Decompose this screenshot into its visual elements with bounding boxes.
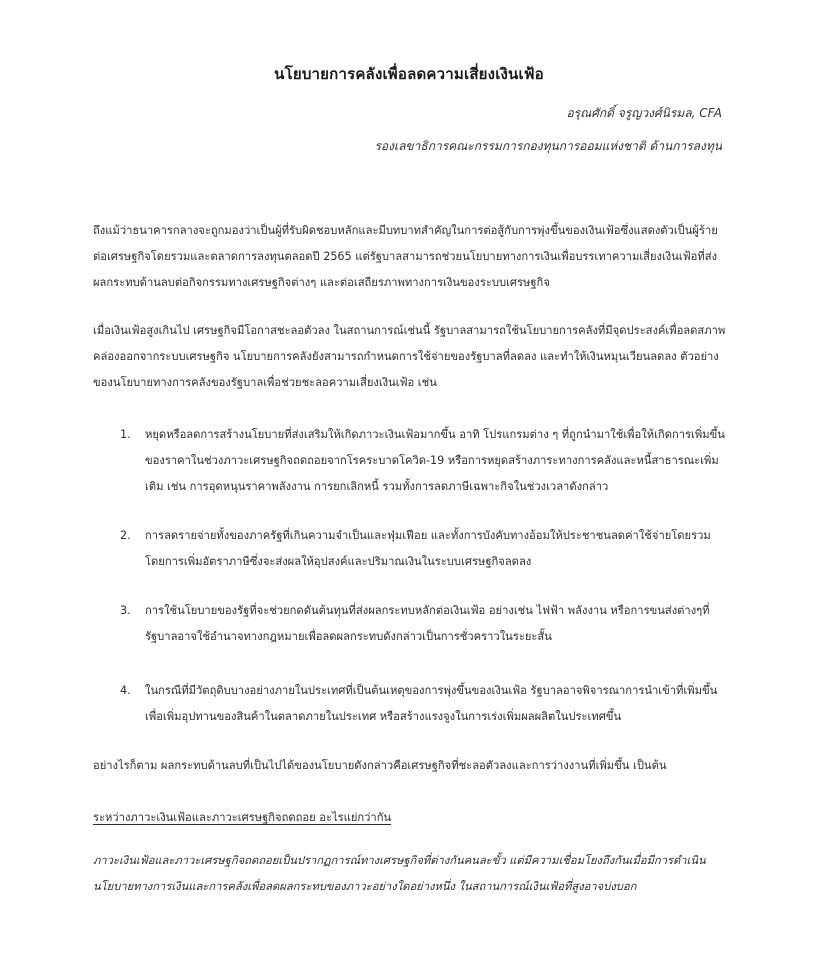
list-number: 3. [120,604,131,617]
list-item [120,678,730,730]
list-item [120,598,730,650]
intro-paragraph: ถึงแม้ว่าธนาคารกลางจะถูกมองว่าเป็นผู้ที่รับผิดชอบหลักและมีบทบาทสำคัญในการต่อสู้กับการพุ่งขึ้นของเงินเฟ้อซึ่งแสดงตัวเป็นผู้ร้ายต่อเศรษฐกิจโดยรวมและตลาดการลงทุนตลอดปี 2565 แต่รัฐบาลสามารถช่วยนโยบายทางการเงินเพื่อบรรเทาความเสี่ยงเงินเฟ้อที่ส่งผลกระทบด้านลบต่อกิจกรรมทางเศรษฐกิจต่างๆ และต่อเสถียรภาพทางการเงินของระบบเศรษฐกิจ [93,224,718,289]
list-number: 1. [120,428,131,441]
author-name: อรุณศักดิ์ จรูญวงศ์นิรมล, CFA [566,106,722,120]
list-number: 4. [120,684,131,697]
document-title: นโยบายการคลังเพื่อลดความเสี่ยงเงินเฟ้อ [274,65,544,83]
section-paragraph: ภาวะเงินเฟ้อและภาวะเศรษฐกิจถดถอยเป็นปรากฏการณ์ทางเศรษฐกิจที่ต่างกันคนละขั้ว แต่มีความเชื่อมโยงถึงกันเมื่อมีการดำเนินนโยบายทางการเงินและการคลังเพื่อลดผลกระทบของภาวะอย่างใดอย่างหนึ่ง ในสถานการณ์เงินเฟ้อที่สูงอาจบ่งบอก [93,854,706,893]
second-paragraph: เมื่อเงินเฟ้อสูงเกินไป เศรษฐกิจมีโอกาสชะลอตัวลง ในสถานการณ์เช่นนี้ รัฐบาลสามารถใช้นโยบายการคลังที่มีจุดประสงค์เพื่อลดสภาพคล่องออกจากระบบเศรษฐกิจ นโยบายการคลังยังสามารถกำหนดการใช้จ่ายของรัฐบาลที่ลดลง และทำให้เงินหมุนเวียนลดลง ตัวอย่างของนโยบายทางการคลังของรัฐบาลเพื่อช่วยชะลอความเสี่ยงเงินเฟ้อ เช่น [93,324,726,389]
closing-paragraph: อย่างไรก็ตาม ผลกระทบด้านลบที่เป็นไปได้ของนโยบายดังกล่าวคือเศรษฐกิจที่ชะลอตัวลงและการว่างงานที่เพิ่มขึ้น เป็นต้น [93,759,667,772]
list-text: ในกรณีที่มีวัตถุดิบบางอย่างภายในประเทศที่เป็นต้นเหตุของการพุ่งขึ้นของเงินเฟ้อ รัฐบาลอาจพิจารณาการนำเข้าที่เพิ่มขึ้นเพื่อเพิ่มอุปทานของสินค้าในตลาดภายในประเทศ หรือสร้างแรงจูงในการเร่งเพิ่มผลผลิตในประเทศขึ้น [145,684,718,723]
list-text: การใช้นโยบายของรัฐที่จะช่วยกดดันต้นทุนที่ส่งผลกระทบหลักต่อเงินเฟ้อ อย่างเช่น ไฟฟ้า พลังงาน หรือการขนส่งต่างๆที่รัฐบาลอาจใช้อำนาจทางกฎหมายเพื่อลดผลกระทบดังกล่าวเป็นการชั่วคราวในระยะสั้น [145,604,710,643]
list-item [120,523,730,575]
list-item [120,422,730,500]
list-text: การลดรายจ่ายทั้งของภาครัฐที่เกินความจำเป็นและฟุ่มเฟือย และทั้งการบังคับทางอ้อมให้ประชาชนลดค่าใช้จ่ายโดยรวมโดยการเพิ่มอัตราภาษีซึ่งจะส่งผลให้อุปสงค์และปริมาณเงินในระบบเศรษฐกิจลดลง [145,529,711,568]
section-heading: ระหว่างภาวะเงินเฟ้อและภาวะเศรษฐกิจถดถอย อะไรแย่กว่ากัน [93,811,392,824]
list-text: หยุดหรือลดการสร้างนโยบายที่ส่งเสริมให้เกิดภาวะเงินเฟ้อมากขึ้น อาทิ โปรแกรมต่าง ๆ ที่ถูกนำมาใช้เพื่อให้เกิดการเพิ่มขึ้นของราคาในช่วงภาวะเศรษฐกิจถดถอยจากโรคระบาดโควิด-19 หรือการหยุดสร้างภาระทางการคลังและหนี้สาธารณะเพิ่มเติม เช่น การอุดหนุนราคาพลังงาน การยกเลิกหนี้ รวมทั้งการลดภาษีเฉพาะกิจในช่วงเวลาดังกล่าว [145,428,725,493]
list-number: 2. [120,529,131,542]
author-position: รองเลขาธิการคณะกรรมการกองทุนการออมแห่งชาติ ด้านการลงทุน [374,139,722,153]
